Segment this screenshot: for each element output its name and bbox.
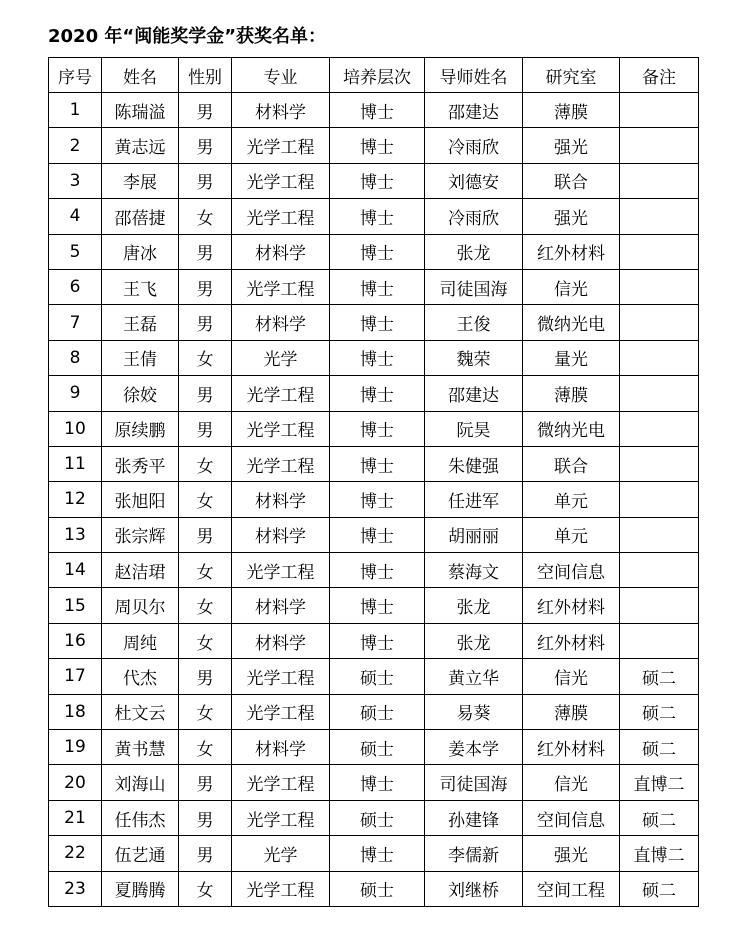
cell-name: 张宗辉: [102, 517, 179, 552]
cell-advisor: 司徒国海: [425, 765, 523, 800]
cell-major: 材料学: [232, 588, 330, 623]
cell-name: 周贝尔: [102, 588, 179, 623]
cell-level: 博士: [330, 482, 425, 517]
cell-lab: 强光: [523, 836, 620, 871]
cell-name: 王飞: [102, 269, 179, 304]
cell-lab: 强光: [523, 199, 620, 234]
cell-index: 6: [49, 269, 102, 304]
header-major: 专业: [232, 58, 330, 93]
cell-index: 19: [49, 730, 102, 765]
table-row: [49, 305, 699, 340]
cell-note: [620, 93, 699, 128]
cell-index: 10: [49, 411, 102, 446]
cell-level: 硕士: [330, 694, 425, 729]
cell-gender: 女: [179, 694, 232, 729]
cell-index: 13: [49, 517, 102, 552]
cell-advisor: 朱健强: [425, 446, 523, 481]
cell-major: 材料学: [232, 305, 330, 340]
cell-level: 硕士: [330, 730, 425, 765]
cell-level: 硕士: [330, 659, 425, 694]
cell-gender: 男: [179, 411, 232, 446]
table-row: [49, 553, 699, 588]
cell-note: 硕二: [620, 871, 699, 906]
cell-index: 3: [49, 163, 102, 198]
cell-major: 光学工程: [232, 765, 330, 800]
cell-gender: 男: [179, 800, 232, 835]
cell-index: 21: [49, 800, 102, 835]
cell-note: [620, 376, 699, 411]
header-index: 序号: [49, 58, 102, 93]
cell-note: [620, 517, 699, 552]
cell-major: 光学工程: [232, 199, 330, 234]
cell-gender: 女: [179, 340, 232, 375]
cell-note: 硕二: [620, 730, 699, 765]
cell-lab: 信光: [523, 765, 620, 800]
table-row: [49, 800, 699, 835]
cell-major: 光学工程: [232, 411, 330, 446]
cell-lab: 红外材料: [523, 730, 620, 765]
cell-note: [620, 340, 699, 375]
cell-lab: 红外材料: [523, 588, 620, 623]
cell-name: 邵蓓捷: [102, 199, 179, 234]
header-name: 姓名: [102, 58, 179, 93]
cell-major: 光学工程: [232, 871, 330, 906]
cell-name: 任伟杰: [102, 800, 179, 835]
cell-advisor: 黄立华: [425, 659, 523, 694]
cell-advisor: 邵建达: [425, 93, 523, 128]
cell-note: [620, 234, 699, 269]
table-header: [49, 58, 699, 93]
cell-level: 博士: [330, 163, 425, 198]
table-row: [49, 588, 699, 623]
cell-index: 9: [49, 376, 102, 411]
cell-level: 博士: [330, 93, 425, 128]
cell-index: 20: [49, 765, 102, 800]
cell-lab: 信光: [523, 659, 620, 694]
cell-index: 1: [49, 93, 102, 128]
cell-advisor: 阮昊: [425, 411, 523, 446]
cell-level: 博士: [330, 340, 425, 375]
cell-advisor: 冷雨欣: [425, 199, 523, 234]
page-title: 2020 年“闽能奖学金”获奖名单：: [48, 26, 327, 47]
cell-note: [620, 623, 699, 658]
cell-level: 博士: [330, 199, 425, 234]
table-row: [49, 234, 699, 269]
cell-gender: 男: [179, 163, 232, 198]
cell-lab: 信光: [523, 269, 620, 304]
cell-lab: 薄膜: [523, 376, 620, 411]
table-body: [49, 93, 699, 907]
table-row: [49, 128, 699, 163]
cell-lab: 空间信息: [523, 800, 620, 835]
cell-note: [620, 482, 699, 517]
cell-index: 7: [49, 305, 102, 340]
cell-name: 伍艺通: [102, 836, 179, 871]
cell-note: [620, 588, 699, 623]
cell-note: [620, 128, 699, 163]
cell-advisor: 蔡海文: [425, 553, 523, 588]
cell-lab: 量光: [523, 340, 620, 375]
header-note: 备注: [620, 58, 699, 93]
header-lab: 研究室: [523, 58, 620, 93]
cell-major: 光学工程: [232, 800, 330, 835]
cell-lab: 单元: [523, 517, 620, 552]
cell-major: 光学工程: [232, 128, 330, 163]
cell-major: 材料学: [232, 234, 330, 269]
cell-level: 博士: [330, 553, 425, 588]
cell-index: 14: [49, 553, 102, 588]
cell-level: 博士: [330, 128, 425, 163]
cell-level: 博士: [330, 376, 425, 411]
cell-gender: 女: [179, 553, 232, 588]
cell-index: 12: [49, 482, 102, 517]
cell-level: 博士: [330, 836, 425, 871]
cell-level: 硕士: [330, 871, 425, 906]
cell-advisor: 孙建锋: [425, 800, 523, 835]
cell-gender: 女: [179, 588, 232, 623]
cell-advisor: 李儒新: [425, 836, 523, 871]
cell-major: 光学工程: [232, 694, 330, 729]
cell-advisor: 司徒国海: [425, 269, 523, 304]
cell-advisor: 魏荣: [425, 340, 523, 375]
cell-level: 博士: [330, 623, 425, 658]
cell-lab: 单元: [523, 482, 620, 517]
cell-index: 8: [49, 340, 102, 375]
table-row: [49, 517, 699, 552]
cell-gender: 男: [179, 269, 232, 304]
cell-index: 17: [49, 659, 102, 694]
table-row: [49, 659, 699, 694]
cell-name: 张旭阳: [102, 482, 179, 517]
cell-gender: 男: [179, 836, 232, 871]
cell-gender: 女: [179, 730, 232, 765]
table-row: [49, 871, 699, 906]
cell-advisor: 刘德安: [425, 163, 523, 198]
cell-gender: 男: [179, 517, 232, 552]
cell-major: 光学工程: [232, 269, 330, 304]
cell-name: 赵洁珺: [102, 553, 179, 588]
cell-lab: 微纳光电: [523, 305, 620, 340]
cell-advisor: 冷雨欣: [425, 128, 523, 163]
cell-name: 代杰: [102, 659, 179, 694]
cell-lab: 薄膜: [523, 93, 620, 128]
cell-advisor: 刘继桥: [425, 871, 523, 906]
cell-index: 18: [49, 694, 102, 729]
table-row: [49, 376, 699, 411]
cell-note: [620, 163, 699, 198]
cell-note: [620, 553, 699, 588]
cell-name: 黄志远: [102, 128, 179, 163]
cell-name: 周纯: [102, 623, 179, 658]
cell-note: 直博二: [620, 765, 699, 800]
cell-note: 硕二: [620, 800, 699, 835]
cell-level: 博士: [330, 234, 425, 269]
cell-level: 博士: [330, 446, 425, 481]
table-row: [49, 836, 699, 871]
table-row: [49, 269, 699, 304]
cell-lab: 微纳光电: [523, 411, 620, 446]
cell-name: 王倩: [102, 340, 179, 375]
cell-lab: 红外材料: [523, 234, 620, 269]
cell-name: 原续鹏: [102, 411, 179, 446]
cell-gender: 男: [179, 659, 232, 694]
cell-level: 博士: [330, 765, 425, 800]
table-row: [49, 446, 699, 481]
table-row: [49, 93, 699, 128]
cell-gender: 女: [179, 871, 232, 906]
cell-level: 博士: [330, 411, 425, 446]
cell-major: 光学工程: [232, 659, 330, 694]
cell-name: 杜文云: [102, 694, 179, 729]
cell-name: 陈瑞溢: [102, 93, 179, 128]
cell-name: 刘海山: [102, 765, 179, 800]
cell-level: 博士: [330, 517, 425, 552]
cell-level: 博士: [330, 269, 425, 304]
cell-index: 2: [49, 128, 102, 163]
cell-major: 光学工程: [232, 376, 330, 411]
cell-index: 15: [49, 588, 102, 623]
cell-lab: 强光: [523, 128, 620, 163]
cell-index: 4: [49, 199, 102, 234]
cell-note: [620, 305, 699, 340]
cell-advisor: 王俊: [425, 305, 523, 340]
header-gender: 性别: [179, 58, 232, 93]
cell-note: [620, 199, 699, 234]
cell-advisor: 张龙: [425, 623, 523, 658]
table-row: [49, 163, 699, 198]
cell-index: 5: [49, 234, 102, 269]
cell-note: [620, 446, 699, 481]
cell-advisor: 任进军: [425, 482, 523, 517]
cell-advisor: 姜本学: [425, 730, 523, 765]
cell-name: 黄书慧: [102, 730, 179, 765]
cell-gender: 男: [179, 93, 232, 128]
cell-level: 博士: [330, 305, 425, 340]
table-row: [49, 411, 699, 446]
cell-major: 材料学: [232, 517, 330, 552]
cell-note: [620, 269, 699, 304]
cell-major: 光学工程: [232, 553, 330, 588]
cell-level: 硕士: [330, 800, 425, 835]
cell-name: 徐姣: [102, 376, 179, 411]
cell-index: 23: [49, 871, 102, 906]
cell-lab: 薄膜: [523, 694, 620, 729]
header-row: [49, 58, 699, 93]
cell-major: 光学: [232, 836, 330, 871]
cell-advisor: 张龙: [425, 234, 523, 269]
cell-name: 唐冰: [102, 234, 179, 269]
cell-name: 王磊: [102, 305, 179, 340]
table-row: [49, 199, 699, 234]
cell-index: 11: [49, 446, 102, 481]
table-row: [49, 730, 699, 765]
cell-gender: 男: [179, 234, 232, 269]
cell-advisor: 张龙: [425, 588, 523, 623]
cell-major: 材料学: [232, 93, 330, 128]
cell-note: 硕二: [620, 659, 699, 694]
cell-advisor: 胡丽丽: [425, 517, 523, 552]
cell-major: 材料学: [232, 482, 330, 517]
table-row: [49, 623, 699, 658]
cell-index: 22: [49, 836, 102, 871]
cell-major: 光学: [232, 340, 330, 375]
cell-level: 博士: [330, 588, 425, 623]
cell-lab: 联合: [523, 446, 620, 481]
award-table: [48, 57, 699, 907]
cell-advisor: 邵建达: [425, 376, 523, 411]
header-advisor: 导师姓名: [425, 58, 523, 93]
cell-gender: 女: [179, 199, 232, 234]
table-row: [49, 765, 699, 800]
cell-gender: 男: [179, 376, 232, 411]
cell-index: 16: [49, 623, 102, 658]
table-row: [49, 482, 699, 517]
header-level: 培养层次: [330, 58, 425, 93]
cell-major: 材料学: [232, 623, 330, 658]
cell-note: 硕二: [620, 694, 699, 729]
cell-major: 材料学: [232, 730, 330, 765]
cell-major: 光学工程: [232, 163, 330, 198]
cell-gender: 男: [179, 765, 232, 800]
cell-gender: 女: [179, 623, 232, 658]
cell-gender: 男: [179, 128, 232, 163]
cell-note: 直博二: [620, 836, 699, 871]
cell-gender: 男: [179, 305, 232, 340]
cell-major: 光学工程: [232, 446, 330, 481]
cell-gender: 女: [179, 446, 232, 481]
cell-advisor: 易葵: [425, 694, 523, 729]
cell-lab: 红外材料: [523, 623, 620, 658]
cell-note: [620, 411, 699, 446]
cell-name: 夏腾腾: [102, 871, 179, 906]
cell-lab: 联合: [523, 163, 620, 198]
cell-name: 李展: [102, 163, 179, 198]
cell-name: 张秀平: [102, 446, 179, 481]
table-row: [49, 694, 699, 729]
cell-lab: 空间信息: [523, 553, 620, 588]
table-row: [49, 340, 699, 375]
cell-gender: 女: [179, 482, 232, 517]
cell-lab: 空间工程: [523, 871, 620, 906]
